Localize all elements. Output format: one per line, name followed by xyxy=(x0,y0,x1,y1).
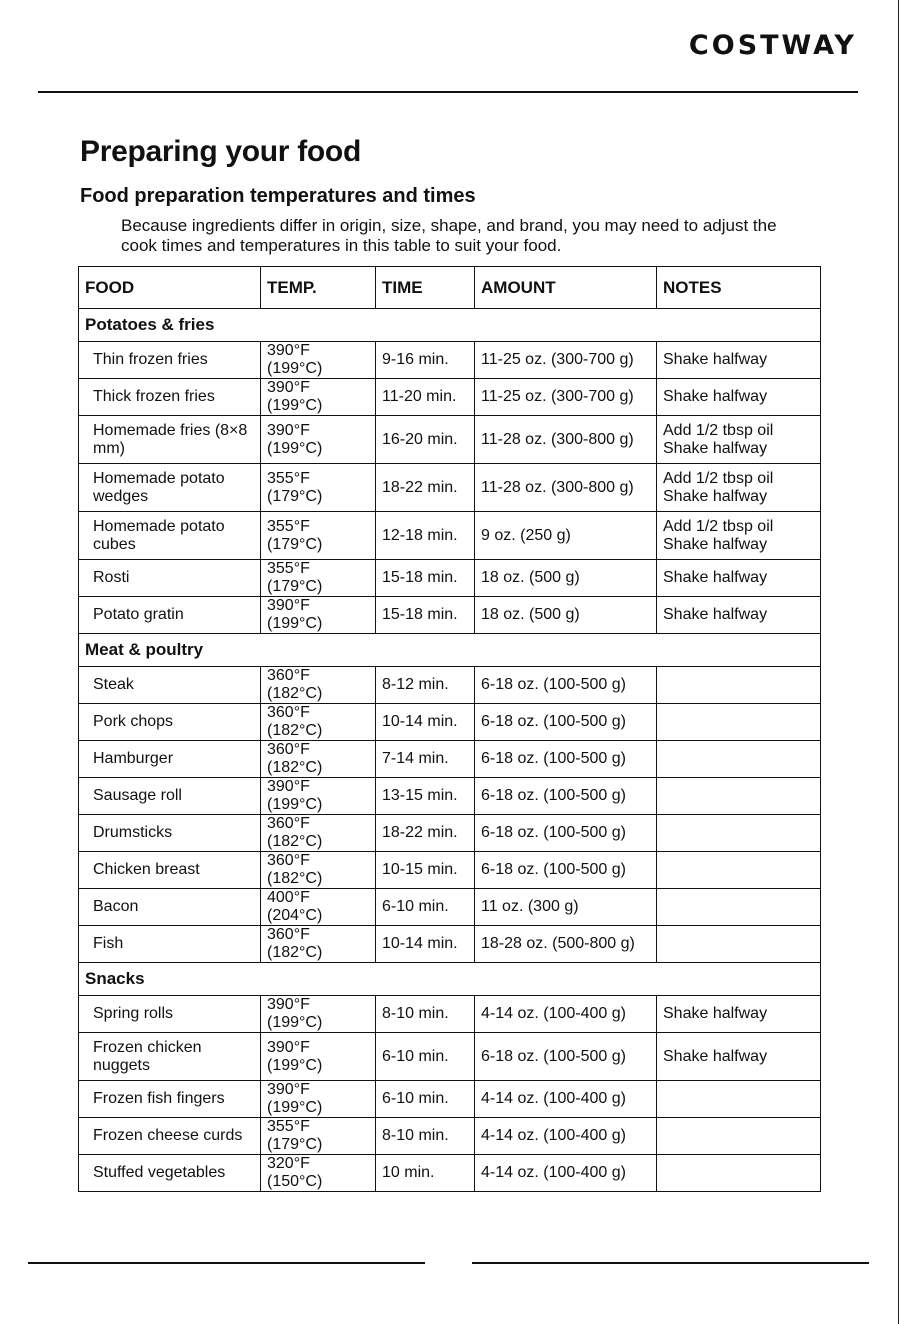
time-cell: 6-10 min. xyxy=(376,1033,475,1081)
amount-cell: 18 oz. (500 g) xyxy=(475,597,657,634)
table-body xyxy=(79,309,821,1192)
table-row xyxy=(79,379,821,416)
amount-cell: 6-18 oz. (100-500 g) xyxy=(475,778,657,815)
notes-cell xyxy=(657,667,821,704)
food-cell: Pork chops xyxy=(79,704,261,741)
section-subtitle: Food preparation temperatures and times xyxy=(80,185,476,207)
notes-cell: Add 1/2 tbsp oil Shake halfway xyxy=(657,416,821,464)
brand-logo: COSTWAY xyxy=(688,30,857,61)
amount-cell: 4-14 oz. (100-400 g) xyxy=(475,996,657,1033)
amount-cell: 4-14 oz. (100-400 g) xyxy=(475,1081,657,1118)
time-cell: 6-10 min. xyxy=(376,889,475,926)
temp-cell: 390°F (199°C) xyxy=(261,1081,376,1118)
food-cell: Rosti xyxy=(79,560,261,597)
amount-cell: 11-28 oz. (300-800 g) xyxy=(475,464,657,512)
table-row xyxy=(79,852,821,889)
time-cell: 13-15 min. xyxy=(376,778,475,815)
time-cell: 12-18 min. xyxy=(376,512,475,560)
food-cell: Fish xyxy=(79,926,261,963)
amount-cell: 4-14 oz. (100-400 g) xyxy=(475,1118,657,1155)
notes-cell xyxy=(657,815,821,852)
amount-cell: 11-25 oz. (300-700 g) xyxy=(475,379,657,416)
table-row xyxy=(79,778,821,815)
food-cell: Drumsticks xyxy=(79,815,261,852)
amount-cell: 11-28 oz. (300-800 g) xyxy=(475,416,657,464)
table-header-row xyxy=(79,267,821,309)
notes-cell xyxy=(657,889,821,926)
notes-cell: Shake halfway xyxy=(657,996,821,1033)
table-row xyxy=(79,560,821,597)
food-cell: Thin frozen fries xyxy=(79,342,261,379)
footer-divider-left xyxy=(28,1262,425,1264)
temp-cell: 360°F (182°C) xyxy=(261,926,376,963)
category-row xyxy=(79,309,821,342)
notes-cell xyxy=(657,1081,821,1118)
column-header-temp: TEMP. xyxy=(261,267,376,309)
amount-cell: 6-18 oz. (100-500 g) xyxy=(475,852,657,889)
amount-cell: 4-14 oz. (100-400 g) xyxy=(475,1155,657,1192)
footer-divider-right xyxy=(472,1262,869,1264)
food-cell: Stuffed vegetables xyxy=(79,1155,261,1192)
temp-cell: 390°F (199°C) xyxy=(261,778,376,815)
column-header-amount: AMOUNT xyxy=(475,267,657,309)
temp-cell: 360°F (182°C) xyxy=(261,704,376,741)
time-cell: 18-22 min. xyxy=(376,464,475,512)
time-cell: 10-14 min. xyxy=(376,704,475,741)
amount-cell: 6-18 oz. (100-500 g) xyxy=(475,1033,657,1081)
notes-cell: Shake halfway xyxy=(657,597,821,634)
category-row xyxy=(79,634,821,667)
notes-cell xyxy=(657,1155,821,1192)
category-label: Snacks xyxy=(79,963,821,996)
amount-cell: 18-28 oz. (500-800 g) xyxy=(475,926,657,963)
table-row xyxy=(79,1081,821,1118)
table-row xyxy=(79,416,821,464)
temp-cell: 360°F (182°C) xyxy=(261,741,376,778)
food-cell: Chicken breast xyxy=(79,852,261,889)
category-label: Potatoes & fries xyxy=(79,309,821,342)
column-header-time: TIME xyxy=(376,267,475,309)
table-row xyxy=(79,1155,821,1192)
food-cell: Hamburger xyxy=(79,741,261,778)
amount-cell: 11-25 oz. (300-700 g) xyxy=(475,342,657,379)
temp-cell: 390°F (199°C) xyxy=(261,379,376,416)
notes-cell: Add 1/2 tbsp oil Shake halfway xyxy=(657,512,821,560)
header-divider xyxy=(38,91,858,93)
temp-cell: 360°F (182°C) xyxy=(261,815,376,852)
category-label: Meat & poultry xyxy=(79,634,821,667)
time-cell: 9-16 min. xyxy=(376,342,475,379)
table-row xyxy=(79,1118,821,1155)
notes-cell: Shake halfway xyxy=(657,342,821,379)
table-row xyxy=(79,667,821,704)
time-cell: 15-18 min. xyxy=(376,560,475,597)
column-header-notes: NOTES xyxy=(657,267,821,309)
time-cell: 8-10 min. xyxy=(376,1118,475,1155)
food-cell: Frozen chicken nuggets xyxy=(79,1033,261,1081)
column-header-food: FOOD xyxy=(79,267,261,309)
time-cell: 15-18 min. xyxy=(376,597,475,634)
category-row xyxy=(79,963,821,996)
temp-cell: 360°F (182°C) xyxy=(261,667,376,704)
notes-cell xyxy=(657,741,821,778)
time-cell: 8-10 min. xyxy=(376,996,475,1033)
temp-cell: 355°F (179°C) xyxy=(261,512,376,560)
time-cell: 10-14 min. xyxy=(376,926,475,963)
temp-cell: 355°F (179°C) xyxy=(261,464,376,512)
table-row xyxy=(79,741,821,778)
notes-cell: Add 1/2 tbsp oil Shake halfway xyxy=(657,464,821,512)
food-cell: Thick frozen fries xyxy=(79,379,261,416)
amount-cell: 6-18 oz. (100-500 g) xyxy=(475,815,657,852)
amount-cell: 9 oz. (250 g) xyxy=(475,512,657,560)
table-row xyxy=(79,512,821,560)
notes-cell xyxy=(657,1118,821,1155)
temp-cell: 390°F (199°C) xyxy=(261,1033,376,1081)
time-cell: 10 min. xyxy=(376,1155,475,1192)
temp-cell: 400°F (204°C) xyxy=(261,889,376,926)
time-cell: 7-14 min. xyxy=(376,741,475,778)
cooking-table xyxy=(78,266,821,1192)
table-row xyxy=(79,597,821,634)
temp-cell: 390°F (199°C) xyxy=(261,416,376,464)
temp-cell: 390°F (199°C) xyxy=(261,996,376,1033)
notes-cell xyxy=(657,852,821,889)
food-cell: Frozen fish fingers xyxy=(79,1081,261,1118)
food-cell: Steak xyxy=(79,667,261,704)
time-cell: 18-22 min. xyxy=(376,815,475,852)
temp-cell: 390°F (199°C) xyxy=(261,342,376,379)
notes-cell: Shake halfway xyxy=(657,560,821,597)
page-title: Preparing your food xyxy=(80,135,361,168)
notes-cell xyxy=(657,926,821,963)
table-row xyxy=(79,464,821,512)
temp-cell: 320°F (150°C) xyxy=(261,1155,376,1192)
time-cell: 6-10 min. xyxy=(376,1081,475,1118)
amount-cell: 6-18 oz. (100-500 g) xyxy=(475,667,657,704)
notes-cell: Shake halfway xyxy=(657,1033,821,1081)
food-cell: Bacon xyxy=(79,889,261,926)
amount-cell: 6-18 oz. (100-500 g) xyxy=(475,741,657,778)
temp-cell: 355°F (179°C) xyxy=(261,1118,376,1155)
food-cell: Sausage roll xyxy=(79,778,261,815)
table-row xyxy=(79,996,821,1033)
amount-cell: 11 oz. (300 g) xyxy=(475,889,657,926)
food-cell: Homemade fries (8×8 mm) xyxy=(79,416,261,464)
food-cell: Homemade potato wedges xyxy=(79,464,261,512)
food-cell: Potato gratin xyxy=(79,597,261,634)
table-row xyxy=(79,1033,821,1081)
temp-cell: 355°F (179°C) xyxy=(261,560,376,597)
notes-cell: Shake halfway xyxy=(657,379,821,416)
amount-cell: 18 oz. (500 g) xyxy=(475,560,657,597)
table-row xyxy=(79,815,821,852)
time-cell: 10-15 min. xyxy=(376,852,475,889)
table-row xyxy=(79,342,821,379)
temp-cell: 390°F (199°C) xyxy=(261,597,376,634)
time-cell: 11-20 min. xyxy=(376,379,475,416)
food-cell: Spring rolls xyxy=(79,996,261,1033)
temp-cell: 360°F (182°C) xyxy=(261,852,376,889)
table-row xyxy=(79,704,821,741)
table-row xyxy=(79,889,821,926)
notes-cell xyxy=(657,778,821,815)
amount-cell: 6-18 oz. (100-500 g) xyxy=(475,704,657,741)
food-cell: Homemade potato cubes xyxy=(79,512,261,560)
notes-cell xyxy=(657,704,821,741)
time-cell: 16-20 min. xyxy=(376,416,475,464)
intro-paragraph: Because ingredients differ in origin, size, shape, and brand, you may need to adjust the cook times and temperatures in this table to suit your food. xyxy=(121,216,777,255)
time-cell: 8-12 min. xyxy=(376,667,475,704)
table-row xyxy=(79,926,821,963)
food-cell: Frozen cheese curds xyxy=(79,1118,261,1155)
